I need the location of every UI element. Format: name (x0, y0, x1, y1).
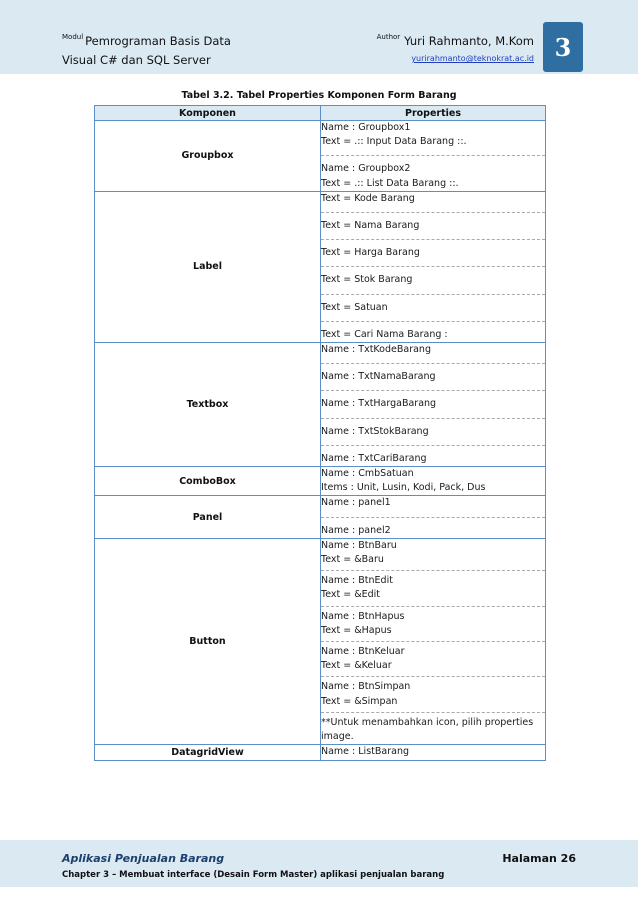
property-line: Name : Groupbox1 (321, 122, 411, 133)
module-title-line2: Visual C# dan SQL Server (62, 53, 211, 67)
footer-title: Aplikasi Penjualan Barang (62, 852, 225, 865)
component-name-cell: DatagridView (95, 745, 321, 760)
property-group (321, 162, 545, 190)
property-line: Name : BtnHapus (321, 610, 405, 622)
properties-cell (321, 121, 546, 192)
dashed-separator (321, 676, 545, 677)
property-line: Name : ListBarang (321, 746, 409, 758)
property-group (321, 425, 545, 439)
component-name-cell: Panel (95, 496, 321, 538)
property-group (321, 745, 545, 759)
properties-table (94, 105, 546, 761)
property-group (321, 328, 545, 342)
property-group (321, 397, 545, 411)
page-header (0, 0, 638, 74)
property-line: Name : Groupbox2 (321, 163, 411, 175)
author-name: Yuri Rahmanto, M.Kom (404, 34, 534, 48)
property-line: Name : panel2 (321, 524, 391, 536)
property-line: Name : TxtCariBarang (321, 452, 427, 464)
property-group (321, 716, 545, 744)
property-line: Name : BtnKeluar (321, 646, 405, 658)
property-line: Text = Cari Nama Barang : (321, 328, 448, 340)
properties-cell (321, 467, 546, 496)
dashed-separator (321, 239, 545, 240)
property-line: Name : TxtKodeBarang (321, 344, 431, 356)
table-row (95, 496, 546, 538)
dashed-separator (321, 517, 545, 518)
property-line: **Untuk menambahkan icon, pilih properties (321, 716, 534, 728)
author-label: Author (376, 33, 401, 41)
property-group (321, 452, 545, 466)
dashed-separator (321, 418, 545, 419)
module-info (62, 30, 231, 67)
property-line: Name : TxtStokBarang (321, 425, 429, 437)
dashed-separator (321, 266, 545, 267)
component-name-cell: Groupbox (95, 121, 321, 192)
table-row (95, 121, 546, 192)
property-group (321, 192, 545, 206)
author-info (377, 30, 534, 63)
table-header-row (95, 106, 546, 121)
property-group (321, 219, 545, 233)
property-line: Text = &Simpan (321, 695, 398, 707)
property-group (321, 610, 545, 638)
property-group (321, 273, 545, 287)
module-title-line1: Pemrograman Basis Data (85, 34, 231, 48)
dashed-separator (321, 641, 545, 642)
dashed-separator (321, 212, 545, 213)
property-group (321, 467, 545, 495)
property-line: Name : BtnBaru (321, 539, 397, 551)
property-group (321, 539, 545, 567)
property-line: Name : BtnEdit (321, 575, 393, 587)
dashed-separator (321, 294, 545, 295)
properties-cell (321, 745, 546, 760)
property-line: Text = .:: List Data Barang ::. (321, 177, 459, 189)
page-number: Halaman 26 (502, 852, 576, 865)
dashed-separator (321, 606, 545, 607)
component-name-cell: ComboBox (95, 467, 321, 496)
property-group (321, 680, 545, 708)
property-line: Name : CmbSatuan (321, 468, 414, 480)
modul-label: Modul (62, 33, 84, 41)
chapter-number-badge: 3 (543, 22, 583, 72)
property-group (321, 246, 545, 260)
property-line: Name : panel1 (321, 497, 391, 509)
property-line: Name : TxtNamaBarang (321, 371, 436, 383)
property-group (321, 301, 545, 315)
table-caption: Tabel 3.2. Tabel Properties Komponen Form Barang (181, 90, 457, 101)
property-line: Name : BtnSimpan (321, 681, 411, 693)
property-line: Text = &Keluar (321, 660, 392, 672)
author-email-link[interactable]: yurirahmanto@teknokrat.ac.id (411, 54, 534, 63)
dashed-separator (321, 712, 545, 713)
table-row (95, 191, 546, 342)
dashed-separator (321, 321, 545, 322)
property-line: Text = Harga Barang (321, 247, 420, 259)
properties-cell (321, 538, 546, 744)
property-line: Name : TxtHargaBarang (321, 398, 437, 410)
property-line: Text = .:: Input Data Barang ::. (321, 136, 467, 148)
property-group (321, 645, 545, 673)
component-name-cell: Button (95, 538, 321, 744)
property-line: Text = &Hapus (321, 624, 392, 636)
property-line: Text = Satuan (321, 301, 388, 313)
property-group (321, 370, 545, 384)
module-title (62, 30, 231, 48)
property-line: Text = &Baru (321, 554, 384, 566)
page-footer (0, 840, 638, 887)
dashed-separator (321, 445, 545, 446)
properties-cell (321, 343, 546, 467)
property-line: Text = Nama Barang (321, 220, 420, 232)
component-name-cell: Textbox (95, 343, 321, 467)
property-line: Text = Kode Barang (321, 192, 415, 204)
property-group (321, 343, 545, 357)
table-row (95, 745, 546, 760)
table-body (95, 121, 546, 761)
dashed-separator (321, 155, 545, 156)
property-group (321, 496, 545, 510)
dashed-separator (321, 390, 545, 391)
properties-cell (321, 496, 546, 538)
table-row (95, 467, 546, 496)
property-line: image. (321, 731, 354, 743)
dashed-separator (321, 570, 545, 571)
table-row (95, 538, 546, 744)
header-komponen: Komponen (95, 106, 321, 121)
dashed-separator (321, 363, 545, 364)
property-group (321, 121, 545, 149)
property-line: Items : Unit, Lusin, Kodi, Pack, Dus (321, 482, 486, 494)
component-name-cell: Label (95, 191, 321, 342)
properties-cell (321, 191, 546, 342)
property-group (321, 524, 545, 538)
property-group (321, 574, 545, 602)
header-properties: Properties (321, 106, 546, 121)
table-row (95, 343, 546, 467)
property-line: Text = Stok Barang (321, 274, 413, 286)
footer-subtitle: Chapter 3 – Membuat interface (Desain Form Master) aplikasi penjualan barang (62, 870, 445, 880)
property-line: Text = &Edit (321, 589, 381, 601)
author-line (377, 30, 534, 48)
